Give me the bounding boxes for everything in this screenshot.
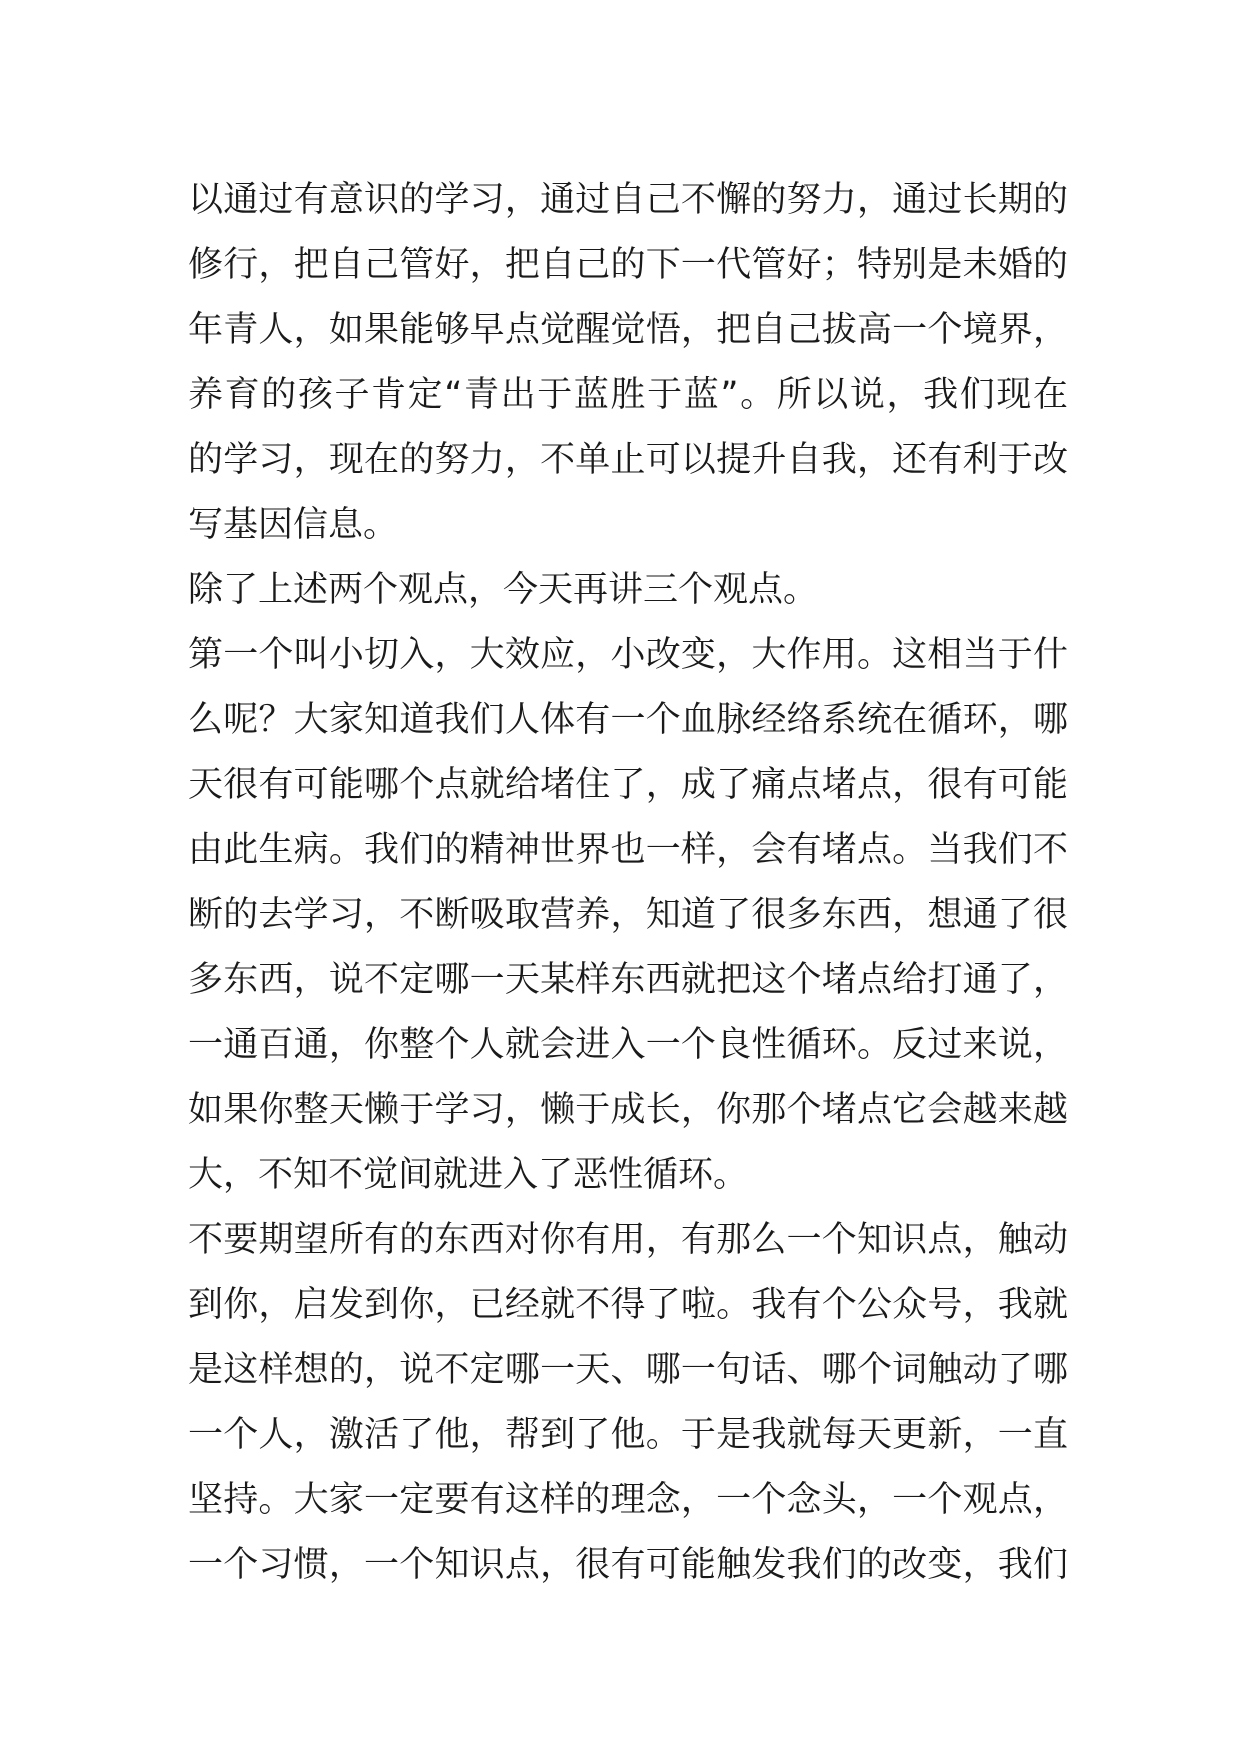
- text-line: 除了上述两个观点，今天再讲三个观点。: [188, 570, 819, 610]
- text-line: 年青人，如果能够早点觉醒觉悟，把自己拔高一个境界，: [188, 310, 1068, 350]
- text-line: 如果你整天懒于学习，懒于成长，你那个堵点它会越来越: [188, 1090, 1068, 1130]
- text-line: 一个人，激活了他，帮到了他。于是我就每天更新，一直: [188, 1415, 1068, 1455]
- text-line: 一通百通，你整个人就会进入一个良性循环。反过来说，: [188, 1025, 1068, 1065]
- text-line: 修行，把自己管好，把自己的下一代管好；特别是未婚的: [188, 245, 1068, 285]
- text-line: 的学习，现在的努力，不单止可以提升自我，还有利于改: [188, 440, 1068, 480]
- text-line: 以通过有意识的学习，通过自己不懈的努力，通过长期的: [188, 180, 1068, 220]
- text-line: 是这样想的，说不定哪一天、哪一句话、哪个词触动了哪: [188, 1350, 1068, 1390]
- text-line: 一个习惯，一个知识点，很有可能触发我们的改变，我们: [188, 1545, 1068, 1585]
- text-line: 写基因信息。: [188, 505, 399, 545]
- text-line: 由此生病。我们的精神世界也一样，会有堵点。当我们不: [188, 830, 1068, 870]
- text-line: 坚持。大家一定要有这样的理念，一个念头，一个观点，: [188, 1480, 1068, 1520]
- body-text: [188, 168, 1068, 1598]
- text-line: 到你，启发到你，已经就不得了啦。我有个公众号，我就: [188, 1285, 1068, 1325]
- text-line: 大，不知不觉间就进入了恶性循环。: [188, 1155, 749, 1195]
- text-line: 天很有可能哪个点就给堵住了，成了痛点堵点，很有可能: [188, 765, 1068, 805]
- text-line: 多东西，说不定哪一天某样东西就把这个堵点给打通了，: [188, 960, 1068, 1000]
- text-line: 么呢？大家知道我们人体有一个血脉经络系统在循环，哪: [188, 700, 1068, 740]
- text-line: 断的去学习，不断吸取营养，知道了很多东西，想通了很: [188, 895, 1068, 935]
- text-line: 养育的孩子肯定“青出于蓝胜于蓝”。所以说，我们现在: [188, 375, 1068, 415]
- text-line: 第一个叫小切入，大效应，小改变，大作用。这相当于什: [188, 635, 1068, 675]
- text-line: 不要期望所有的东西对你有用，有那么一个知识点，触动: [188, 1220, 1068, 1260]
